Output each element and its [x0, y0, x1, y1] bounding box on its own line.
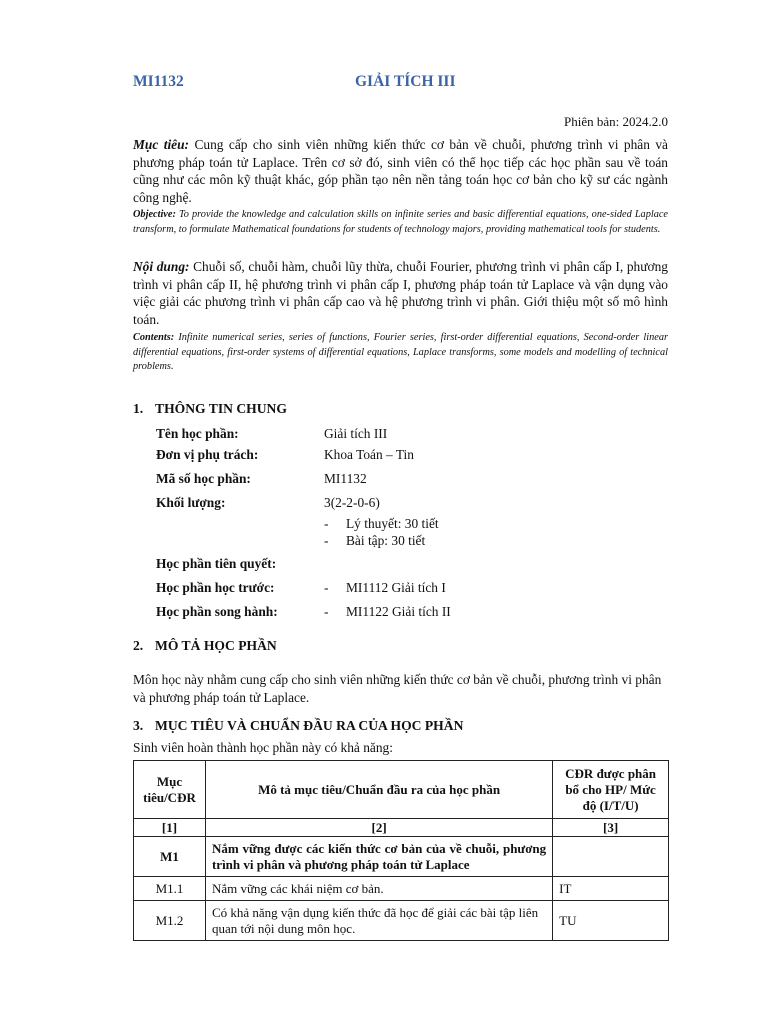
index-2: [2]: [205, 819, 552, 837]
workload-theory-text: Lý thuyết: 30 tiết: [346, 516, 439, 531]
objective-en-label: Objective:: [133, 209, 176, 220]
row-description: Có khả năng vận dụng kiến thức đã học để giải các bài tập liên quan tới nội dung môn học.: [205, 901, 552, 941]
header-objective: Mục tiêu/CĐR: [134, 761, 206, 819]
content-en-label: Contents:: [133, 332, 175, 343]
section-3-number: 3.: [133, 718, 144, 733]
content-vi-label: Nội dung:: [133, 259, 190, 274]
info-department-value: Khoa Toán – Tin: [324, 447, 414, 462]
info-course-code-value: MI1132: [324, 471, 367, 486]
workload-exercise-text: Bài tập: 30 tiết: [346, 533, 426, 548]
objective-vi-label: Mục tiêu:: [133, 137, 190, 152]
section-2-title: MÔ TẢ HỌC PHẦN: [155, 638, 277, 653]
info-workload-label: Khối lượng:: [156, 495, 226, 510]
objective-vi: [133, 136, 668, 206]
objective-en: [133, 208, 668, 237]
section-1-number: 1.: [133, 401, 144, 416]
info-course-name-value: Giải tích III: [324, 426, 388, 441]
section-3-intro: Sinh viên hoàn thành học phần này có khả năng:: [133, 740, 393, 755]
row-level: [553, 837, 669, 877]
table-row: [134, 901, 669, 941]
row-level: IT: [553, 877, 669, 901]
row-id: M1.1: [134, 877, 206, 901]
row-level: TU: [553, 901, 669, 941]
info-course-code-label: Mã số học phần:: [156, 471, 251, 486]
header-description: Mô tả mục tiêu/Chuẩn đầu ra của học phần: [205, 761, 552, 819]
info-previous-course-value: MI1112 Giải tích I: [346, 580, 446, 595]
objective-vi-text: Cung cấp cho sinh viên những kiến thức cơ bản về chuỗi, phương trình vi phân và phương pháp toán tử Laplace. Trên cơ sở đó, sinh viên có thể học tiếp các học phần sau về toán cũng như các môn kỹ thuật khác, góp phần tạo nên nền tảng toán học cơ bản cho kỹ sư các ngành công nghệ.: [133, 137, 668, 205]
bullet-dash: -: [324, 533, 329, 548]
row-id: M1.2: [134, 901, 206, 941]
section-3-heading: [133, 718, 463, 734]
objective-en-text: To provide the knowledge and calculation skills on infinite series and basic differential equations, one-sided Laplace transform, to formulate Mathematical foundations for students of technology majors, providing mathematical tools for students.: [133, 209, 668, 235]
info-previous-course-label: Học phần học trước:: [156, 580, 275, 595]
course-header: [133, 73, 668, 93]
info-parallel-course-label: Học phần song hành:: [156, 604, 278, 619]
row-description: Nắm vững được các kiến thức cơ bản của về chuỗi, phương trình vi phân và phương pháp toán tử Laplace: [205, 837, 552, 877]
info-workload-value: 3(2-2-0-6): [324, 495, 380, 510]
index-3: [3]: [553, 819, 669, 837]
info-department-label: Đơn vị phụ trách:: [156, 447, 259, 462]
bullet-dash: -: [324, 604, 329, 619]
content-en-text: Infinite numerical series, series of functions, Fourier series, first-order differential equations, Second-order linear differential equations, first-order systems of differential equations, Laplace transforms, some models and modelling of technical problems.: [133, 332, 668, 373]
section-1-title: THÔNG TIN CHUNG: [155, 401, 287, 416]
bullet-dash: -: [324, 580, 329, 595]
table-header-row: [134, 761, 669, 819]
info-course-name-label: Tên học phần:: [156, 426, 239, 441]
course-code: MI1132: [133, 73, 184, 90]
section-3-title: MỤC TIÊU VÀ CHUẨN ĐẦU RA CỦA HỌC PHẦN: [155, 718, 464, 733]
bullet-dash: -: [324, 516, 329, 531]
section-2-heading: [133, 638, 277, 654]
content-en: [133, 331, 668, 375]
content-vi-text: Chuỗi số, chuỗi hàm, chuỗi lũy thừa, chuỗi Fourier, phương trình vi phân cấp I, phương trình vi phân cấp II, hệ phương trình vi phân cấp I, phương pháp toán tử Laplace và vận dụng vào việc giải các phương trình vi phân cấp cao và hệ phương trình vi phân. Giới thiệu một số mô hình toán.: [133, 259, 668, 327]
row-description: Nắm vững các khái niệm cơ bản.: [205, 877, 552, 901]
info-parallel-course-value: MI1122 Giải tích II: [346, 604, 451, 619]
section-2-text: Môn học này nhằm cung cấp cho sinh viên những kiến thức cơ bản về chuỗi, phương trình vi phân và phương pháp toán tử Laplace.: [133, 672, 662, 705]
learning-outcomes-table: [133, 760, 669, 941]
index-1: [1]: [134, 819, 206, 837]
table-row: [134, 837, 669, 877]
course-title: GIẢI TÍCH III: [355, 73, 456, 90]
row-id: M1: [134, 837, 206, 877]
section-1-heading: [133, 401, 287, 417]
header-level: CĐR được phân bổ cho HP/ Mức độ (I/T/U): [553, 761, 669, 819]
table-row: [134, 877, 669, 901]
version-label: Phiên bản: 2024.2.0: [564, 114, 668, 129]
info-prerequisite-label: Học phần tiên quyết:: [156, 556, 277, 571]
table-index-row: [134, 819, 669, 837]
section-2-number: 2.: [133, 638, 144, 653]
content-vi: [133, 258, 668, 328]
